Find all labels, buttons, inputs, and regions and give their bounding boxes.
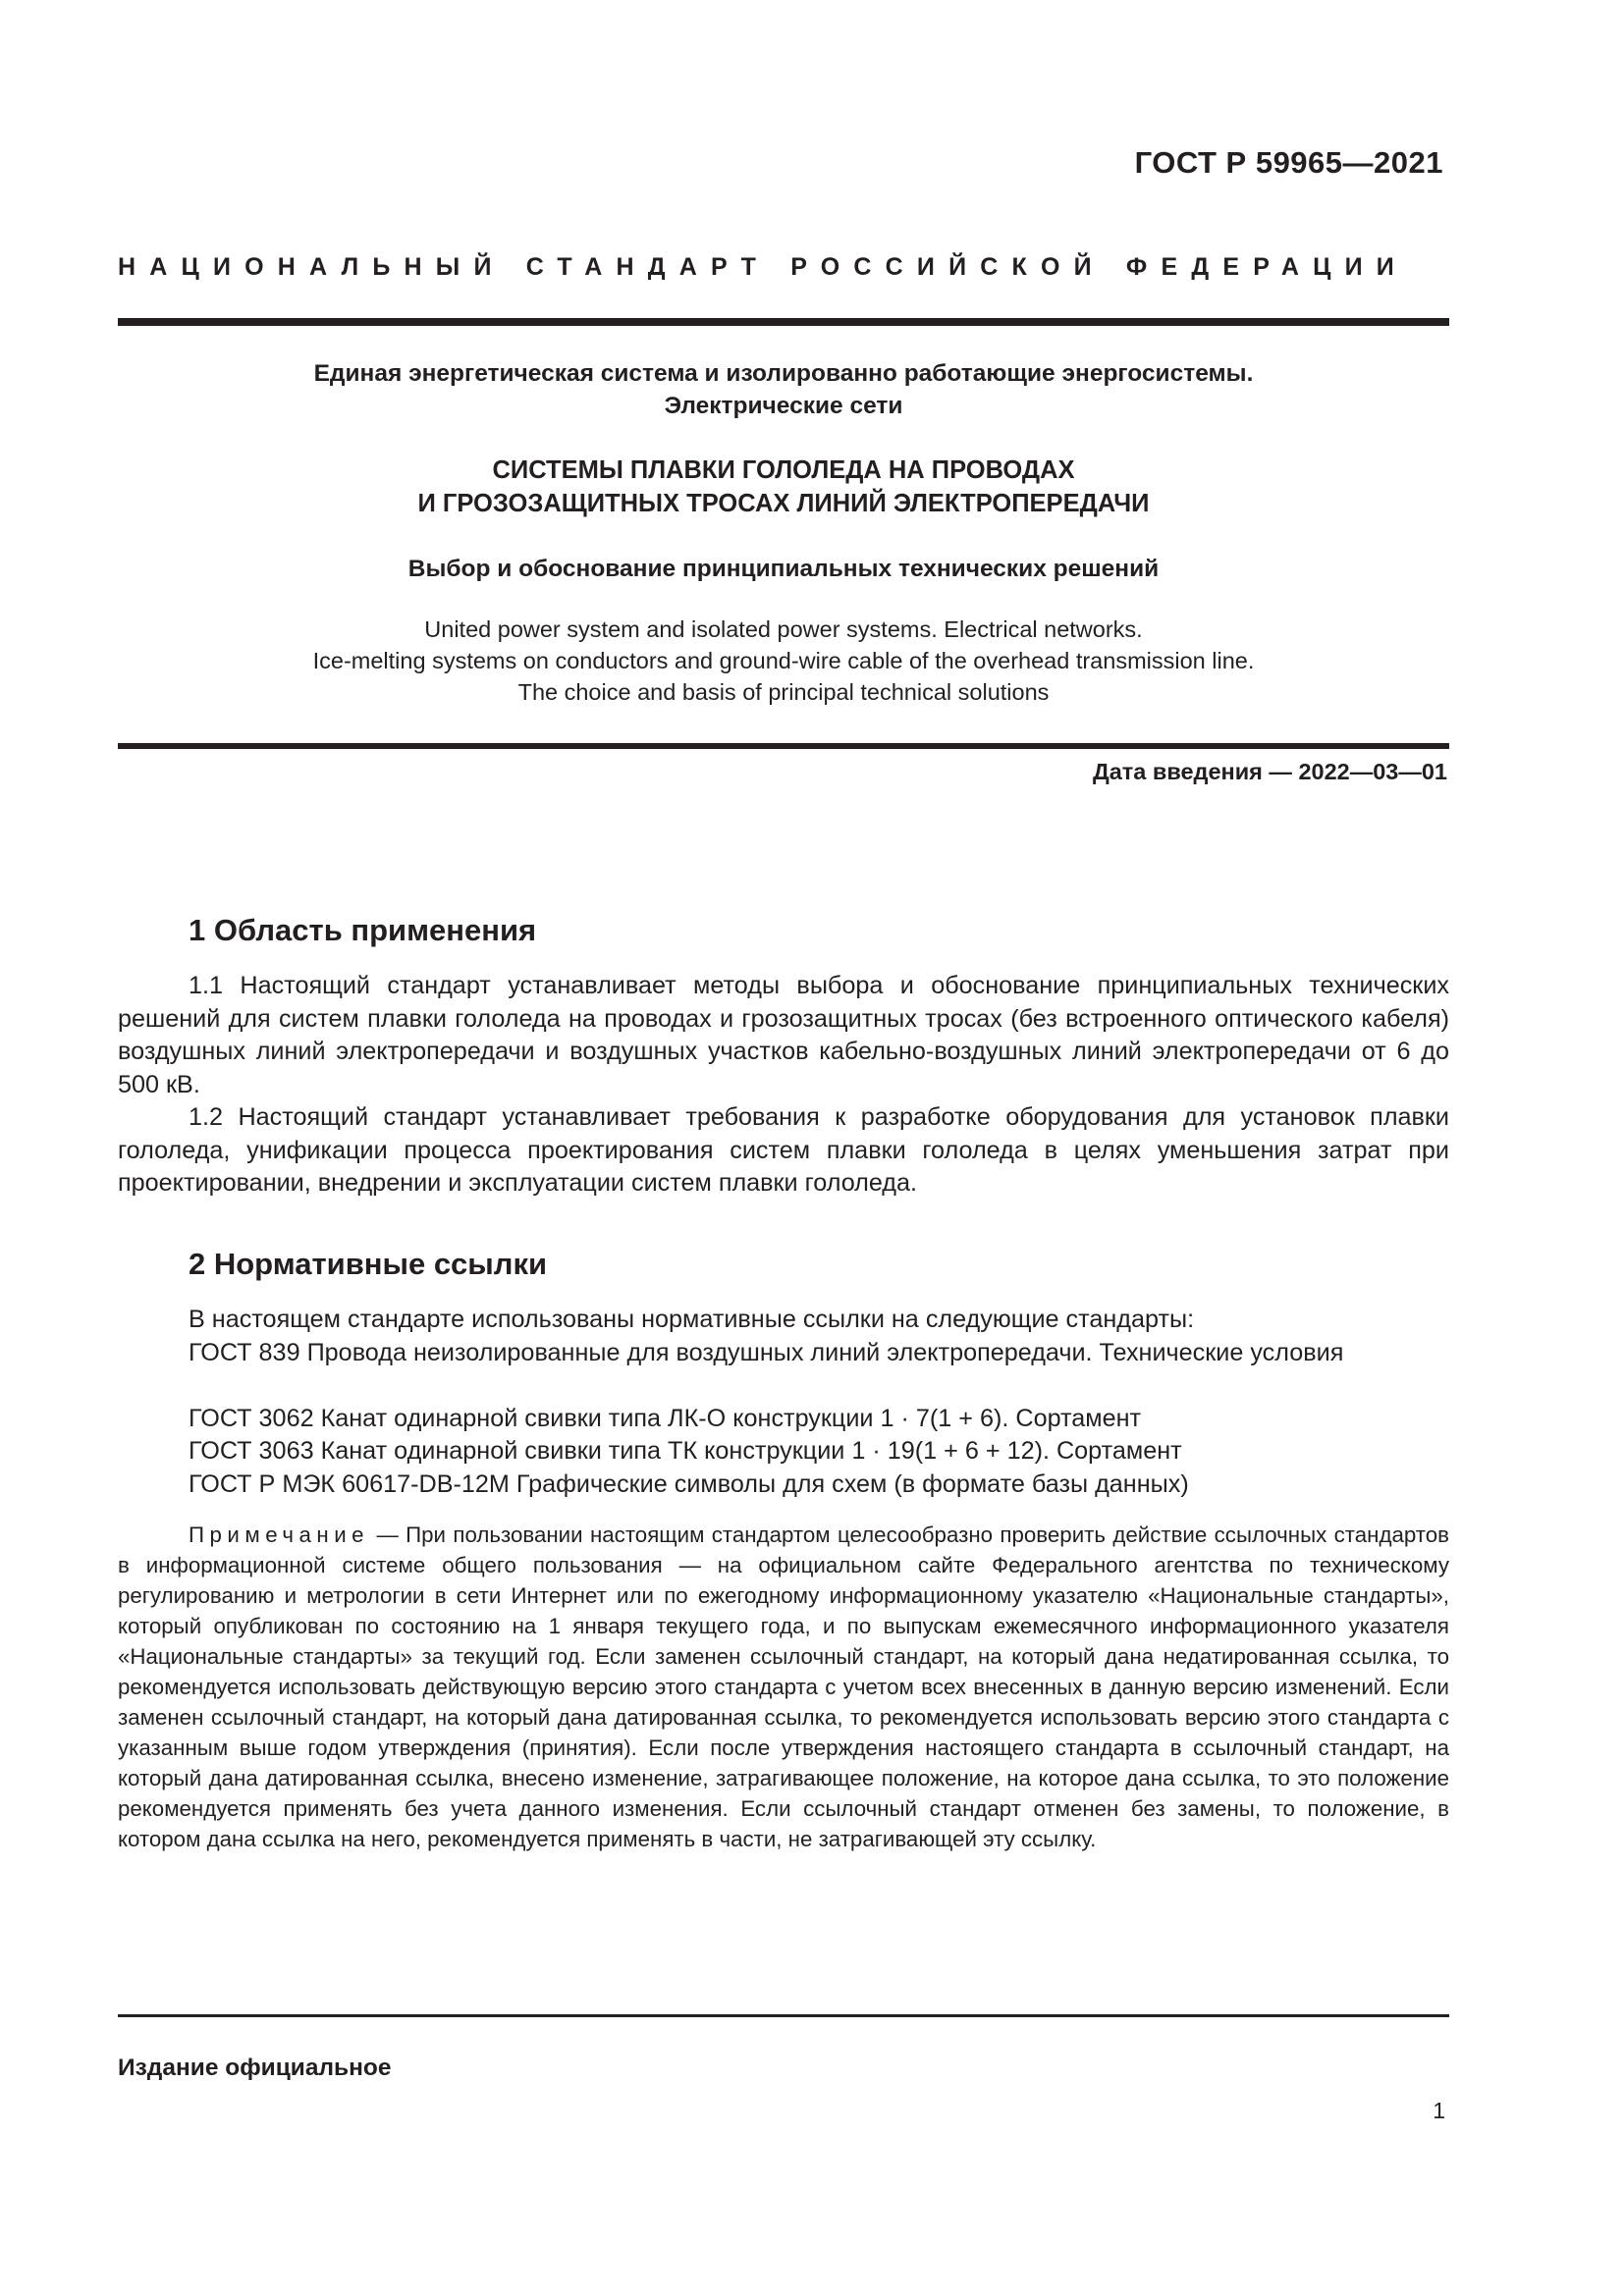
main-title-line-2: И ГРОЗОЗАЩИТНЫХ ТРОСАХ ЛИНИЙ ЭЛЕКТРОПЕРЕДАЧИ — [417, 490, 1150, 517]
official-edition-label: Издание официальное — [118, 2055, 392, 2081]
page-number: 1 — [1433, 2098, 1445, 2123]
footer-divider — [118, 2014, 1449, 2017]
reference-gost-839: ГОСТ 839 Провода неизолированные для воздушных линий электропередачи. Технические условия — [189, 1339, 1344, 1366]
english-title-line-3: The choice and basis of principal technical solutions — [517, 679, 1050, 705]
note-label: Примечание — [189, 1522, 370, 1547]
main-title-line-1: СИСТЕМЫ ПЛАВКИ ГОЛОЛЕДА НА ПРОВОДАХ — [492, 456, 1075, 484]
reference-gost-3062: ГОСТ 3062 Канат одинарной свивки типа ЛК-О конструкции 1 · 7(1 + 6). Сортамент — [189, 1405, 1142, 1432]
national-standard-title: НАЦИОНАЛЬНЫЙ СТАНДАРТ РОССИЙСКОЙ ФЕДЕРАЦИИ — [118, 253, 1408, 281]
section-2-heading: 2 Нормативные ссылки — [189, 1247, 548, 1281]
introduction-date: Дата введения — 2022—03—01 — [1092, 759, 1447, 784]
title-line-1: Единая энергетическая система и изолированно работающие энергосистемы. — [313, 360, 1254, 387]
section-1-heading: 1 Область применения — [189, 913, 537, 947]
english-title-line-2: Ice-melting systems on conductors and ground-wire cable of the overhead transmission line. — [312, 648, 1255, 673]
document-code: ГОСТ Р 59965—2021 — [1134, 145, 1443, 180]
note-text: — При пользовании настоящим стандартом целесообразно проверить действие ссылочных стандартов в информационной системе общего пользования — на официальном сайте Федерального агентства по техническому регулированию и метрологии в сети Интернет или по ежегодному информационному указателю «Национальные стандарты», который опубликован по состоянию на 1 января текущего года, и по выпускам ежемесячного информационного указателя «Национальные стандарты» за текущий год. Если заменен ссылочный стандарт, на который дана недатированная ссылка, то рекомендуется использовать действующую версию этого стандарта с учетом всех внесенных в данную версию изменений. Если заменен ссылочный стандарт, на который дана датированная ссылка, то рекомендуется использовать версию этого стандарта с указанным выше годом утверждения (принятия). Если после утверждения настоящего стандарта в ссылочный стандарт, на который дана датированная ссылка, внесено изменение, затрагивающее положение, на которое дана ссылка, то это положение рекомендуется применять без учета данного изменения. Если ссылочный стандарт отменен без замены, то положение, в котором дана ссылка на него, рекомендуется применять в части, не затрагивающей эту ссылку. — [118, 1522, 1449, 1851]
section-1-paragraph-1: 1.1 Настоящий стандарт устанавливает методы выбора и обоснование принципиальных технических решений для систем плавки гололеда на проводах и грозозащитных тросах (без встроенного оптического кабеля) воздушных линий электропередачи и воздушных участков кабельно-воздушных линий электропередачи от 6 до 500 кВ. — [118, 972, 1449, 1098]
title-bottom-divider — [118, 743, 1449, 749]
english-title-line-1: United power system and isolated power systems. Electrical networks. — [424, 616, 1143, 642]
references-intro: В настоящем стандарте использованы нормативные ссылки на следующие стандарты: — [189, 1306, 1195, 1333]
section-1-paragraph-2: 1.2 Настоящий стандарт устанавливает требования к разработке оборудования для установок плавки гололеда, унификации процесса проектирования систем плавки гололеда в целях уменьшения затрат при проектировании, внедрении и эксплуатации систем плавки гололеда. — [118, 1103, 1449, 1197]
title-line-2: Электрические сети — [664, 393, 903, 419]
references-note — [118, 1520, 1449, 1854]
reference-gost-r-iec-60617: ГОСТ Р МЭК 60617-DB-12M Графические символы для схем (в формате базы данных) — [189, 1470, 1189, 1498]
subtitle: Выбор и обоснование принципиальных технических решений — [407, 556, 1160, 582]
reference-gost-3063: ГОСТ 3063 Канат одинарной свивки типа ТК конструкции 1 · 19(1 + 6 + 12). Сортамент — [189, 1437, 1182, 1465]
top-divider — [118, 318, 1449, 326]
